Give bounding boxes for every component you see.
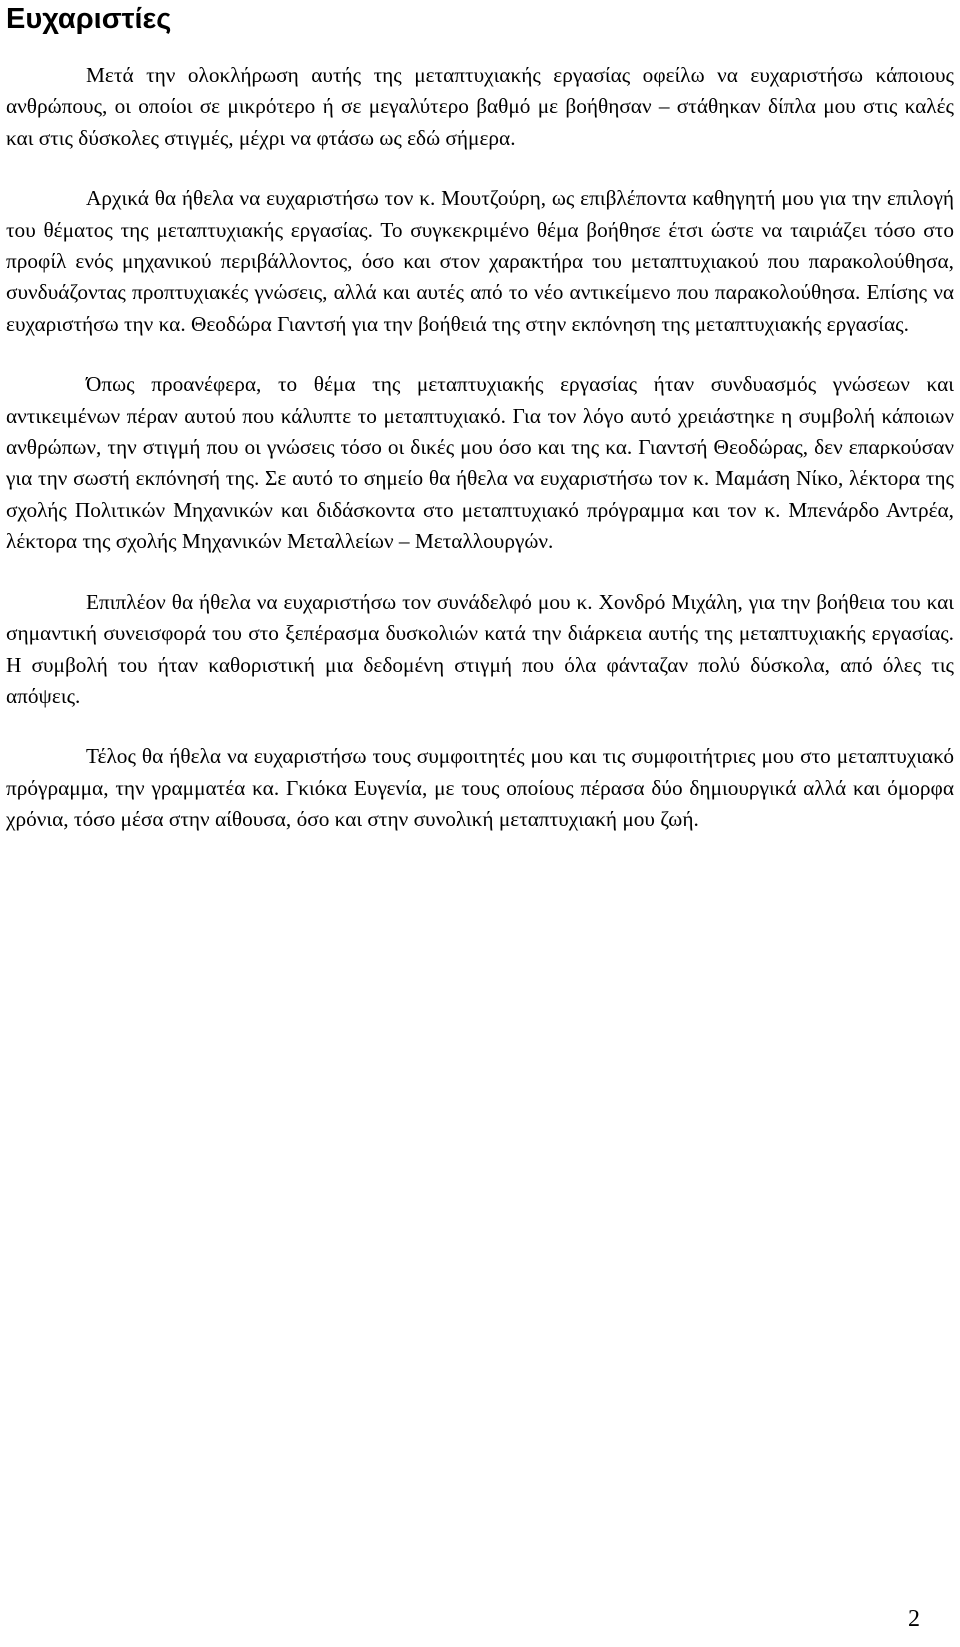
paragraph-3: Όπως προανέφερα, το θέμα της μεταπτυχιακής εργασίας ήταν συνδυασμός γνώσεων και αντικειμένων πέραν αυτού που κάλυπτε το μεταπτυχιακό. Για τον λόγο αυτό χρειάστηκε η συμβολή κάποιων ανθρώπων, την στιγμή που οι γνώσεις τόσο οι δικές μου όσο και της κα. Γιαντσή Θεοδώρας, δεν επαρκούσαν για την σωστή εκπόνησή της. Σε αυτό το σημείο θα ήθελα να ευχαριστήσω τον κ. Μαμάση Νίκο, λέκτορα της σχολής Πολιτικών Μηχανικών και διδάσκοντα στο μεταπτυχιακό πρόγραμμα και τον κ. Μπενάρδο Αντρέα, λέκτορα της σχολής Μηχανικών Μεταλλείων – Μεταλλουργών. — [6, 372, 954, 554]
page-title: Ευχαριστίες — [6, 3, 172, 35]
paragraph-2: Αρχικά θα ήθελα να ευχαριστήσω τον κ. Μουτζούρη, ως επιβλέποντα καθηγητή μου για την επιλογή του θέματος της μεταπτυχιακής εργασίας. Το συγκεκριμένο θέμα βοήθησε έτσι ώστε να ταιριάζει τόσο στο προφίλ ενός μηχανικού περιβάλλοντος, όσο και στον χαρακτήρα του μεταπτυχιακού που παρακολούθησα, συνδυάζοντας προπτυχιακές γνώσεις, αλλά και αυτές από το νέο αντικείμενο που παρακολούθησα. Επίσης να ευχαριστήσω την κα. Θεοδώρα Γιαντσή για την βοήθειά της στην εκπόνηση της μεταπτυχιακής εργασίας. — [6, 186, 954, 336]
paragraph-4: Επιπλέον θα ήθελα να ευχαριστήσω τον συνάδελφό μου κ. Χονδρό Μιχάλη, για την βοήθεια του και σημαντική συνεισφορά του στο ξεπέρασμα δυσκολιών κατά την διάρκεια αυτής της μεταπτυχιακής εργασίας. Η συμβολή του ήταν καθοριστική μια δεδομένη στιγμή που όλα φάνταζαν πολύ δύσκολα, από όλες τις απόψεις. — [6, 589, 954, 708]
body-text — [6, 60, 954, 865]
paragraph-1: Μετά την ολοκλήρωση αυτής της μεταπτυχιακής εργασίας οφείλω να ευχαριστήσω κάποιους ανθρώπους, οι οποίοι σε μικρότερο ή σε μεγαλύτερο βαθμό με βοήθησαν – στάθηκαν δίπλα μου στις καλές και στις δύσκολες στιγμές, μέχρι να φτάσω ως εδώ σήμερα. — [6, 63, 954, 150]
page-number: 2 — [908, 1606, 920, 1632]
paragraph-5: Τέλος θα ήθελα να ευχαριστήσω τους συμφοιτητές μου και τις συμφοιτήτριες μου στο μεταπτυχιακό πρόγραμμα, την γραμματέα κα. Γκιόκα Ευγενία, με τους οποίους πέρασα δύο δημιουργικά αλλά και όμορφα χρόνια, τόσο μέσα στην αίθουσα, όσο και στην συνολική μεταπτυχιακή μου ζωή. — [6, 744, 954, 832]
